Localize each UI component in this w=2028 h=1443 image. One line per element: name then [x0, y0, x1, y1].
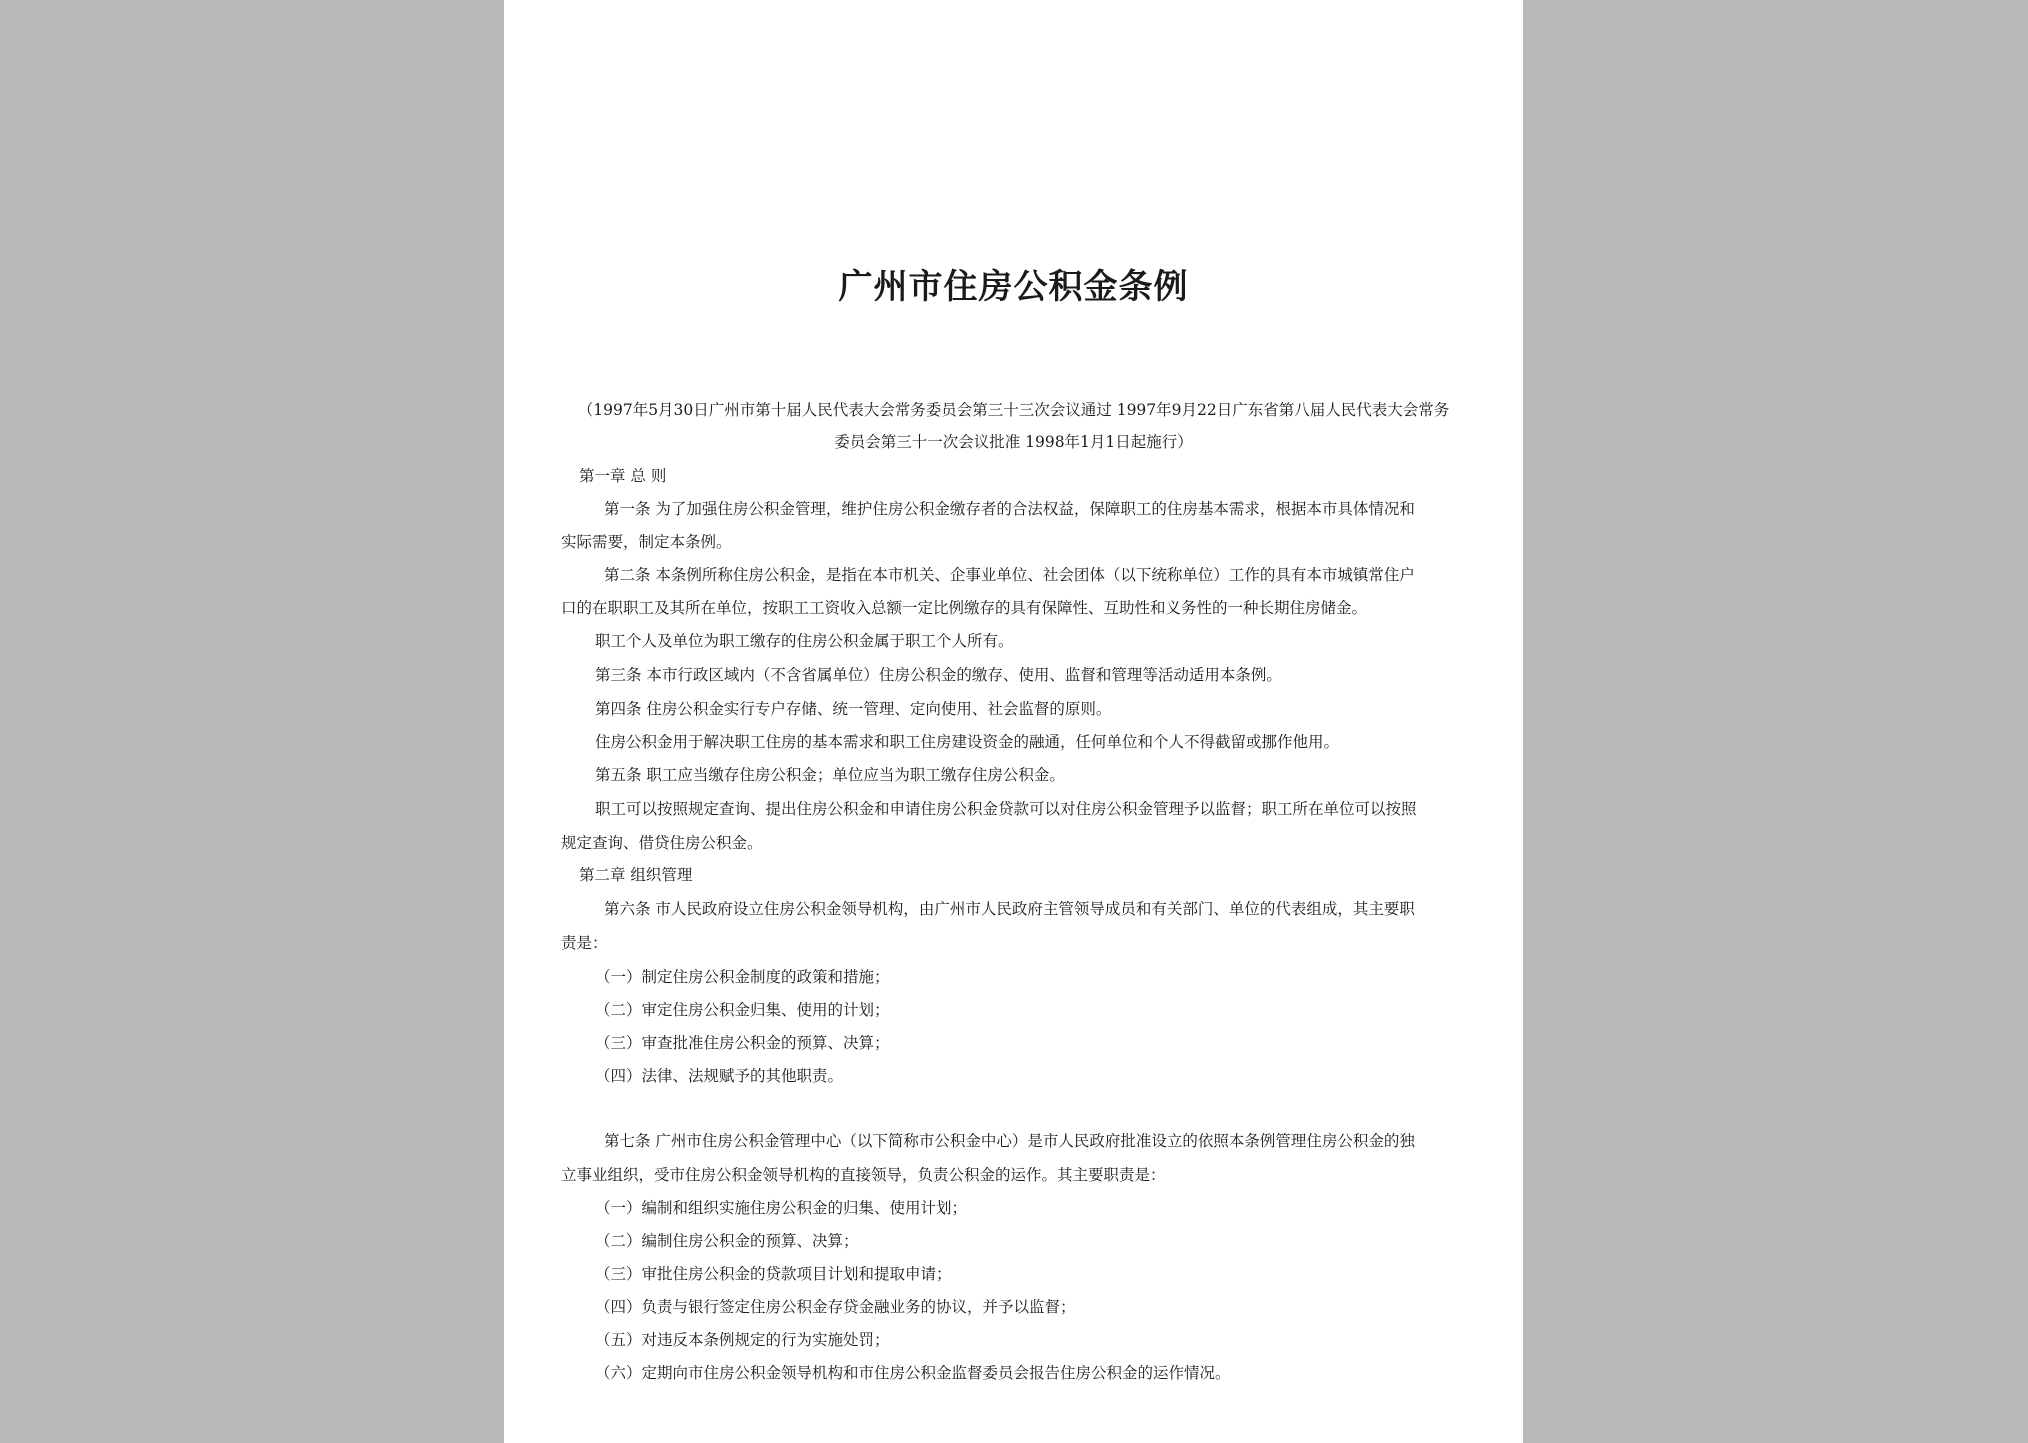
article-5-line-1: 第五条 职工应当缴存住房公积金；单位应当为职工缴存住房公积金。 [595, 766, 1065, 784]
article-7-item-1: （一）编制和组织实施住房公积金的归集、使用计划； [595, 1199, 968, 1217]
article-7-item-3: （三）审批住房公积金的贷款项目计划和提取申请； [595, 1265, 952, 1283]
article-7-item-6: （六）定期向市住房公积金领导机构和市住房公积金监督委员会报告住房公积金的运作情况。 [595, 1364, 1231, 1382]
article-5-line-3: 规定查询、借贷住房公积金。 [561, 834, 763, 852]
enactment-note-line-2: 委员会第三十一次会议批准 1998年1月1日起施行） [834, 433, 1193, 451]
article-2-line-1: 第二条 本条例所称住房公积金，是指在本市机关、企事业单位、社会团体（以下统称单位）工作的具有本市城镇常住户 [604, 566, 1415, 584]
document-title: 广州市住房公积金条例 [838, 267, 1189, 307]
article-2-line-2: 口的在职职工及其所在单位，按职工工资收入总额一定比例缴存的具有保障性、互助性和义务性的一种长期住房储金。 [561, 599, 1368, 617]
article-6-line-1: 第六条 市人民政府设立住房公积金领导机构，由广州市人民政府主管领导成员和有关部门、单位的代表组成，其主要职 [604, 900, 1415, 918]
article-6-item-1: （一）制定住房公积金制度的政策和措施； [595, 968, 890, 986]
article-7-item-5: （五）对违反本条例规定的行为实施处罚； [595, 1331, 890, 1349]
enactment-note-line-1: （1997年5月30日广州市第十届人民代表大会常务委员会第三十三次会议通过 1997年9月22日广东省第八届人民代表大会常务 [577, 401, 1450, 419]
article-6-item-3: （三）审查批准住房公积金的预算、决算； [595, 1034, 890, 1052]
article-4-line-1: 第四条 住房公积金实行专户存储、统一管理、定向使用、社会监督的原则。 [595, 700, 1112, 718]
article-1-line-2: 实际需要，制定本条例。 [561, 533, 732, 551]
article-4-line-2: 住房公积金用于解决职工住房的基本需求和职工住房建设资金的融通，任何单位和个人不得截留或挪作他用。 [595, 733, 1340, 751]
article-5-line-2: 职工可以按照规定查询、提出住房公积金和申请住房公积金贷款可以对住房公积金管理予以监督；职工所在单位可以按照 [595, 800, 1417, 818]
chapter-1-heading: 第一章 总 则 [579, 467, 667, 485]
article-3-line-1: 第三条 本市行政区域内（不含省属单位）住房公积金的缴存、使用、监督和管理等活动适用本条例。 [595, 666, 1282, 684]
article-7-item-4: （四）负责与银行签定住房公积金存贷金融业务的协议，并予以监督； [595, 1298, 1076, 1316]
article-6-item-4: （四）法律、法规赋予的其他职责。 [595, 1067, 844, 1085]
document-page [504, 0, 1523, 1443]
chapter-2-heading: 第二章 组织管理 [579, 866, 693, 884]
article-6-item-2: （二）审定住房公积金归集、使用的计划； [595, 1001, 890, 1019]
article-7-line-2: 立事业组织，受市住房公积金领导机构的直接领导，负责公积金的运作。其主要职责是： [561, 1166, 1166, 1184]
article-1-line-1: 第一条 为了加强住房公积金管理，维护住房公积金缴存者的合法权益，保障职工的住房基本需求，根据本市具体情况和 [604, 500, 1415, 518]
article-6-line-2: 责是： [561, 934, 608, 952]
article-7-line-1: 第七条 广州市住房公积金管理中心（以下简称市公积金中心）是市人民政府批准设立的依照本条例管理住房公积金的独 [604, 1132, 1415, 1150]
article-7-item-2: （二）编制住房公积金的预算、决算； [595, 1232, 859, 1250]
article-2-line-3: 职工个人及单位为职工缴存的住房公积金属于职工个人所有。 [595, 632, 1014, 650]
